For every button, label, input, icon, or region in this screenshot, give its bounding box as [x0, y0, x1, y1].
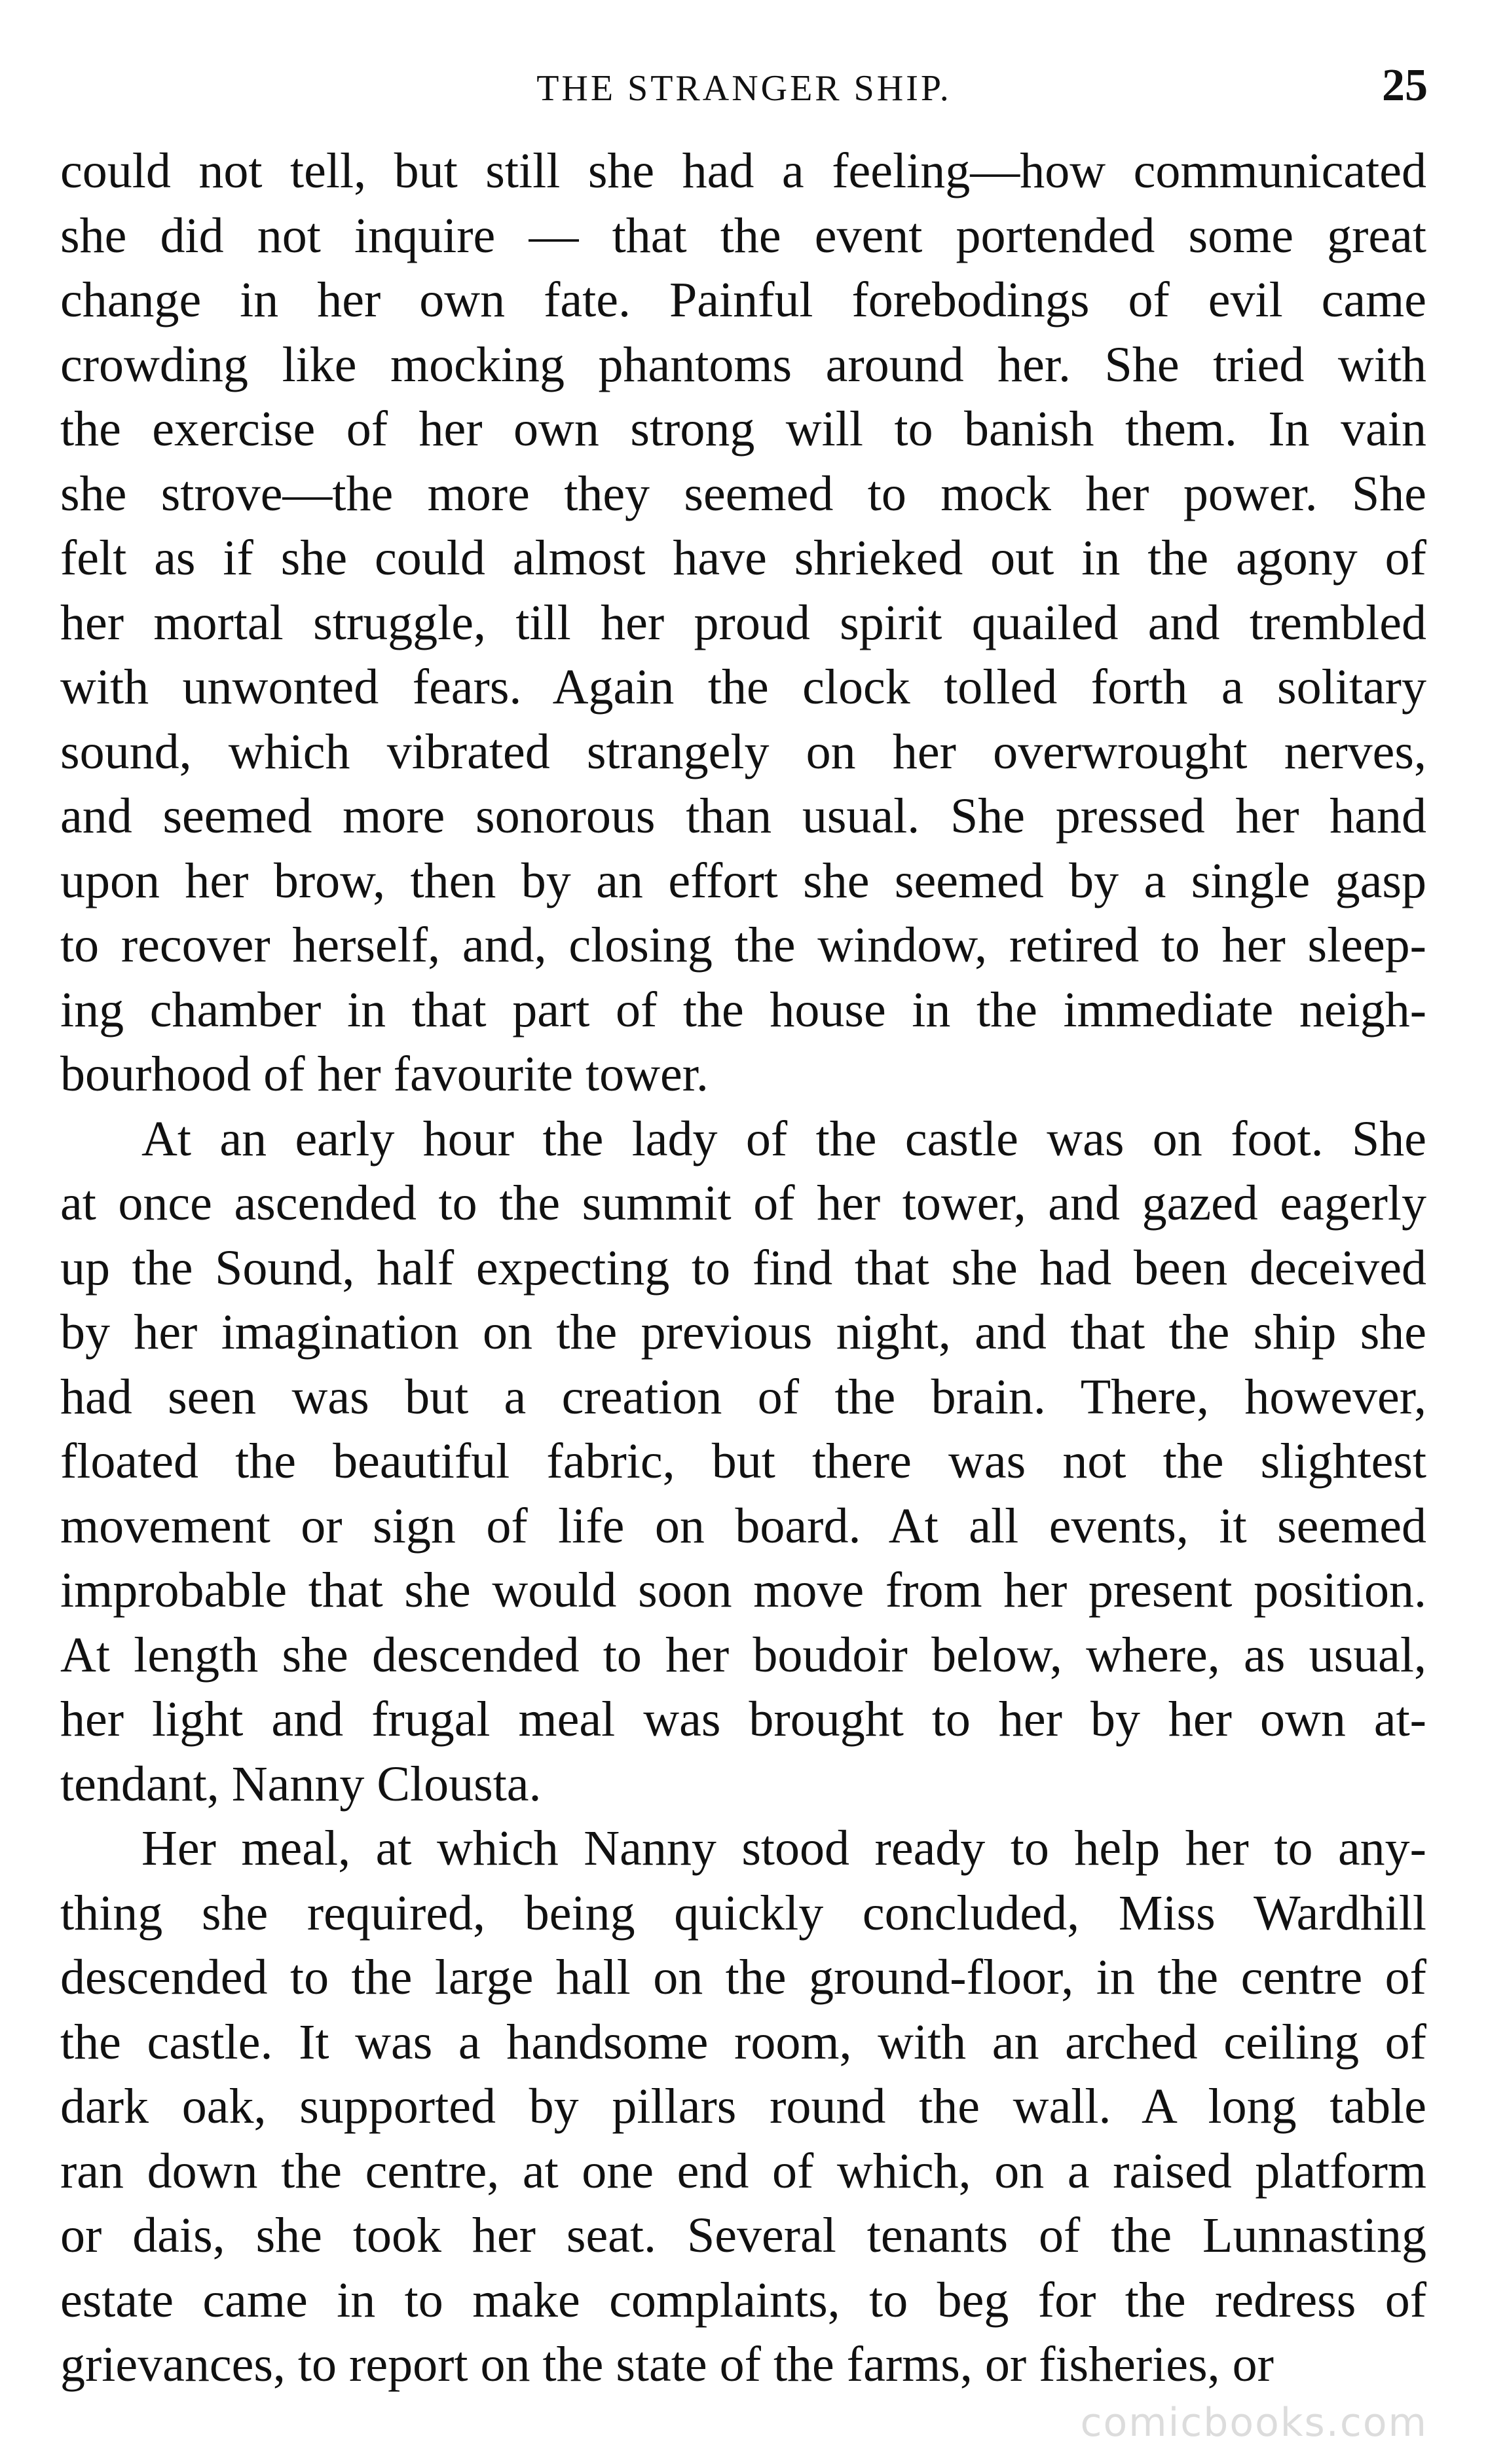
- text-line: upon her brow, then by an effort she seemed by a single gasp: [60, 853, 1426, 908]
- text-line: ran down the centre, at one end of which, on a raised platform: [60, 2143, 1426, 2199]
- running-title: THE STRANGER SHIP.: [536, 68, 952, 109]
- text-line: ing chamber in that part of the house in the immediate neigh-: [60, 982, 1426, 1037]
- text-line: with unwonted fears. Again the clock tolled forth a solitary: [60, 660, 1426, 715]
- text-line: the castle. It was a handsome room, with an arched ceiling of: [60, 2014, 1426, 2070]
- text-line: estate came in to make complaints, to beg for the redress of: [60, 2272, 1426, 2328]
- text-line: tendant, Nanny Clousta.: [60, 1756, 542, 1812]
- text-line: by her imagination on the previous night, and that the ship she: [60, 1305, 1426, 1360]
- text-line: could not tell, but still she had a feeling—how communicated: [60, 143, 1426, 198]
- text-line: and seemed more sonorous than usual. She pressed her hand: [60, 789, 1426, 844]
- watermark: comicbooks.com: [1080, 2400, 1428, 2446]
- running-head: [60, 59, 1428, 118]
- text-line: at once ascended to the summit of her tower, and gazed eagerly: [60, 1176, 1426, 1231]
- text-line: movement or sign of life on board. At all events, it seemed: [60, 1498, 1426, 1554]
- paragraph: [60, 1107, 1426, 1817]
- page-number: 25: [1382, 60, 1428, 111]
- text-line: improbable that she would soon move from her present position.: [60, 1563, 1426, 1618]
- text-line: or dais, she took her seat. Several tenants of the Lunnasting: [60, 2208, 1426, 2263]
- paragraph: [60, 1816, 1426, 2397]
- text-line: dark oak, supported by pillars round the wall. A long table: [60, 2079, 1426, 2134]
- paragraph: [60, 139, 1426, 1107]
- text-line: Her meal, at which Nanny stood ready to help her to any-: [141, 1821, 1426, 1876]
- text-line: up the Sound, half expecting to find that she had been deceived: [60, 1240, 1426, 1296]
- text-line: felt as if she could almost have shrieked out in the agony of: [60, 531, 1426, 586]
- text-line: change in her own fate. Painful forebodings of evil came: [60, 272, 1426, 327]
- text-line: she did not inquire — that the event portended some great: [60, 208, 1426, 263]
- text-line: At an early hour the lady of the castle was on foot. She: [141, 1111, 1426, 1167]
- text-line: grievances, to report on the state of the farms, or fisheries, or: [60, 2337, 1274, 2392]
- text-line: floated the beautiful fabric, but there was not the slightest: [60, 1434, 1426, 1489]
- text-line: thing she required, being quickly concluded, Miss Wardhill: [60, 1885, 1426, 1941]
- text-line: had seen was but a creation of the brain. There, however,: [60, 1369, 1426, 1425]
- text-line: the exercise of her own strong will to banish them. In vain: [60, 401, 1426, 457]
- text-line: crowding like mocking phantoms around her. She tried with: [60, 337, 1426, 392]
- text-line: her mortal struggle, till her proud spirit quailed and trembled: [60, 595, 1426, 650]
- text-line: descended to the large hall on the ground-floor, in the centre of: [60, 1950, 1426, 2005]
- body-text: [60, 139, 1426, 2397]
- text-line: to recover herself, and, closing the window, retired to her sleep-: [60, 918, 1426, 973]
- text-line: she strove—the more they seemed to mock her power. She: [60, 466, 1426, 521]
- text-line: sound, which vibrated strangely on her overwrought nerves,: [60, 724, 1426, 779]
- text-line: her light and frugal meal was brought to her by her own at-: [60, 1692, 1426, 1747]
- text-line: At length she descended to her boudoir below, where, as usual,: [60, 1627, 1426, 1683]
- text-line: bourhood of her favourite tower.: [60, 1047, 709, 1102]
